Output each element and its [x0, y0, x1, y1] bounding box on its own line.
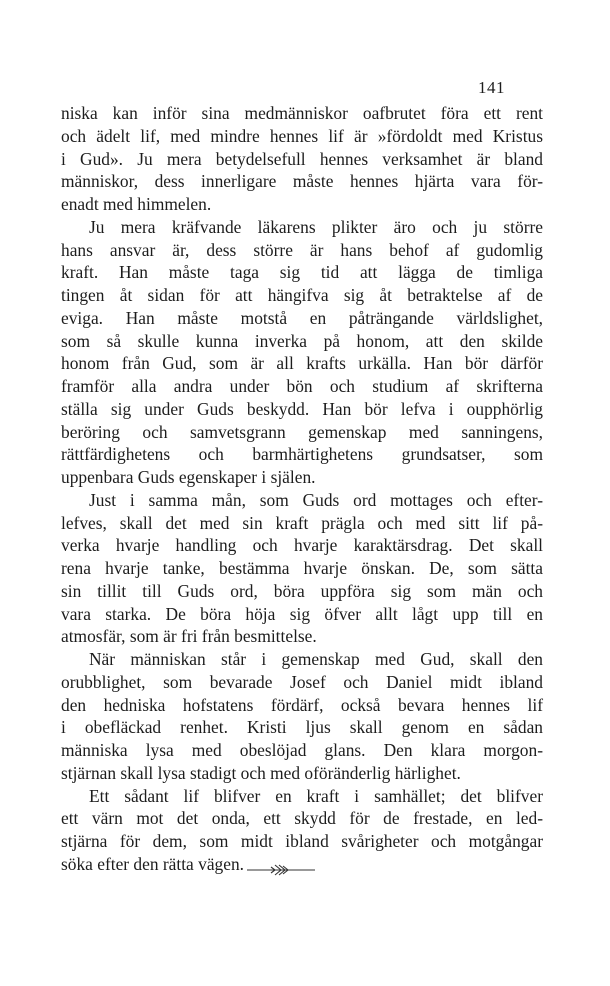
text-line: honom från Gud, som är all krafts urkälla. Han bör därför: [61, 353, 543, 374]
text-line: som så skulle kunna inverka på honom, att den skilde: [61, 330, 543, 351]
text-line: rena hvarje tanke, bestämma hvarje önskan. De, som sätta: [61, 558, 543, 578]
paragraph-4: [61, 648, 543, 785]
text-line: När människan står i gemenskap med Gud, skall den: [89, 649, 543, 669]
text-line: rättfärdighetens och barmhärtighetens grundsatser, som: [61, 444, 543, 465]
paragraph-2: [61, 216, 543, 489]
text-line: söka efter den rätta vägen.: [61, 853, 244, 874]
text-line: uppenbara Guds egenskaper i själen.: [61, 467, 316, 487]
text-line: orubblighet, som bevarade Josef och Daniel midt ibland: [61, 671, 543, 692]
text-line: hans ansvar är, dess större är hans behof af gudomlig: [61, 239, 543, 260]
body-text: [61, 102, 543, 876]
text-line: i obefläckad renhet. Kristi ljus skall genom en sådan: [61, 717, 543, 738]
text-line: beröring och samvetsgrann gemenskap med sanningens,: [61, 421, 543, 442]
text-line: atmosfär, som är fri från besmittelse.: [61, 626, 317, 647]
text-line: eviga. Han måste motstå en påträngande världslighet,: [61, 307, 543, 328]
text-line: vara starka. De böra höja sig öfver allt lågt upp till en: [61, 603, 543, 624]
ornamental-divider-icon: [245, 862, 317, 878]
text-line: den hedniska hofstatens fördärf, också bevara hennes lif: [61, 694, 543, 715]
paragraph-1: [61, 102, 543, 216]
text-line: ställa sig under Guds beskydd. Han bör lefva i oupphörlig: [61, 398, 543, 419]
text-line: Just i samma mån, som Guds ord mottages och efter-: [89, 489, 543, 510]
text-line: och ädelt lif, med mindre hennes lif är »fördoldt med Kristus: [61, 125, 543, 146]
text-line: verka hvarje handling och hvarje karaktärsdrag. Det skall: [61, 535, 543, 556]
text-line: människa lysa med obeslöjad glans. Den klara morgon-: [61, 740, 543, 760]
text-line: Ett sådant lif blifver en kraft i samhället; det blifver: [89, 785, 543, 806]
text-line: Ju mera kräfvande läkarens plikter äro och ju större: [89, 216, 543, 237]
text-line: tingen åt sidan för att hängifva sig åt betraktelse af de: [61, 285, 543, 305]
text-line: lefves, skall det med sin kraft prägla och med sitt lif på-: [61, 512, 543, 533]
text-line: niska kan inför sina medmänniskor oafbrutet föra ett rent: [61, 103, 543, 123]
text-line: framför alla andra under bön och studium af skrifterna: [61, 376, 543, 396]
text-line: stjärnan skall lysa stadigt och med oföränderlig härlighet.: [61, 762, 461, 783]
text-line: ett värn mot det onda, ett skydd för de frestade, en led-: [61, 808, 543, 829]
page-number: 141: [478, 78, 505, 97]
text-line: enadt med himmelen.: [61, 194, 212, 214]
text-line: kraft. Han måste taga sig tid att lägga de timliga: [61, 262, 543, 283]
text-line: sin tillit till Guds ord, böra uppföra sig som män och: [61, 580, 543, 601]
paragraph-3: [61, 489, 543, 648]
text-line: stjärna för dem, som midt ibland svårigheter och motgångar: [61, 831, 543, 851]
text-line: i Gud». Ju mera betydelsefull hennes verksamhet är bland: [61, 148, 543, 169]
ornament-strokes: [247, 865, 315, 875]
text-line: människor, dess innerligare måste hennes hjärta vara för-: [61, 171, 543, 192]
